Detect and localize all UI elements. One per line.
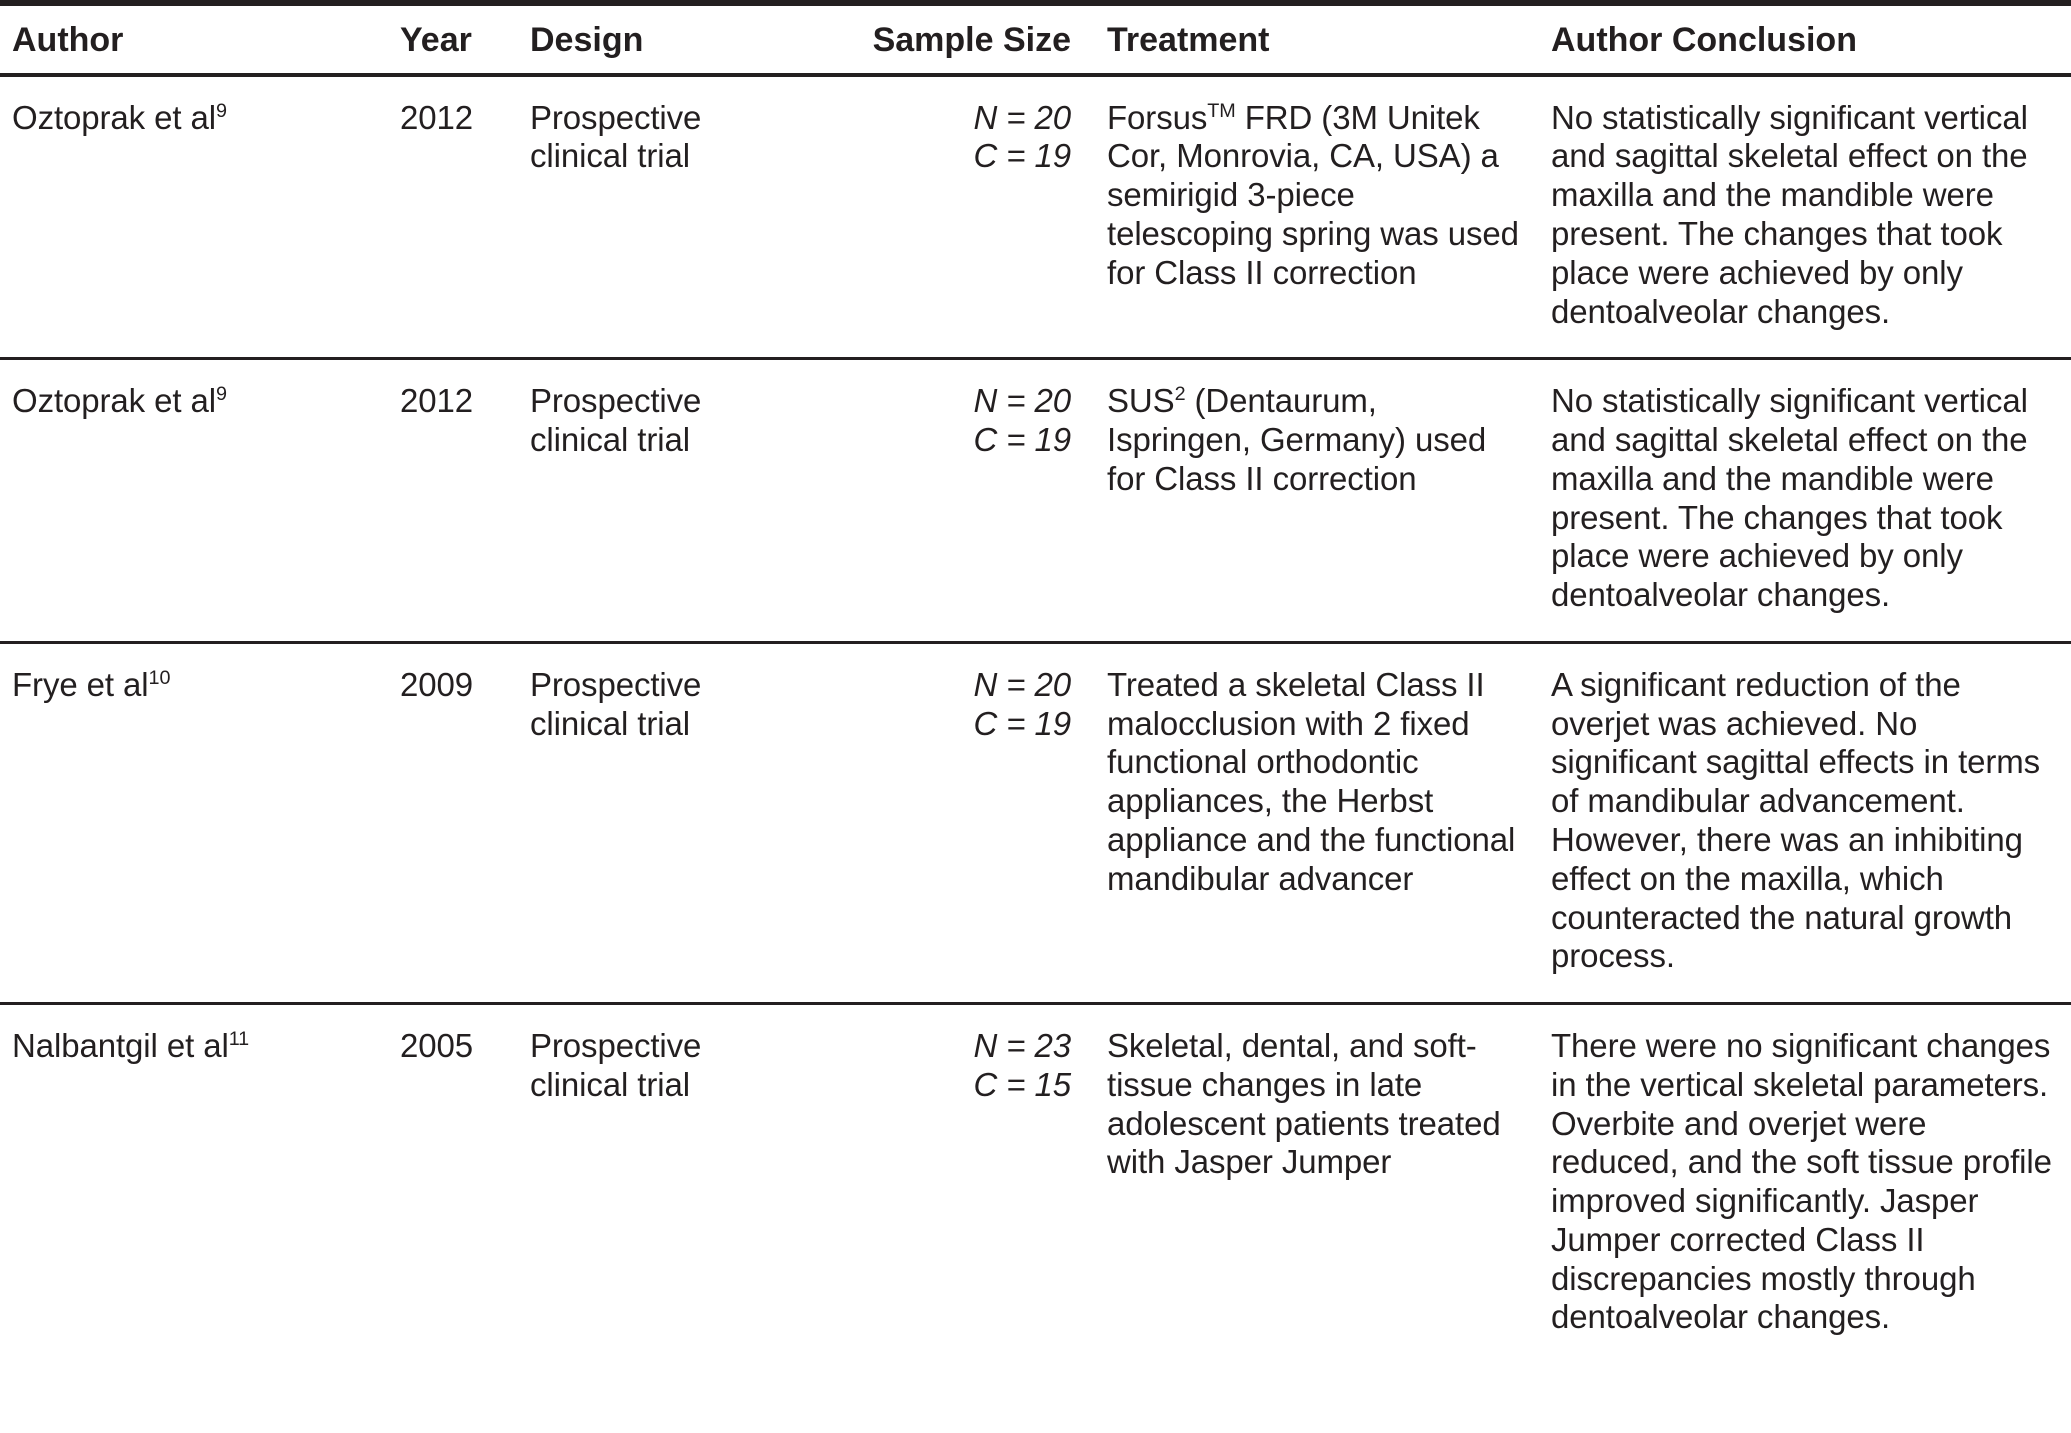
sample-size-c: C = 15: [973, 1065, 1071, 1103]
cell-design: Prospective clinical trial: [530, 359, 725, 643]
treatment-text-lead: SUS: [1107, 382, 1175, 420]
column-header-design: Design: [530, 3, 725, 75]
cell-year: 2012: [400, 359, 530, 643]
cell-design: Prospective clinical trial: [530, 75, 725, 359]
table-header: [0, 3, 2071, 75]
sample-size-c: C = 19: [973, 704, 1071, 742]
table-row: [0, 642, 2071, 1003]
column-header-sample-size: Sample Size: [725, 3, 1085, 75]
author-name: Frye et al: [12, 665, 149, 703]
cell-treatment: [1085, 75, 1525, 359]
cell-author: [0, 359, 400, 643]
column-header-year: Year: [400, 3, 530, 75]
author-name: Nalbantgil et al: [12, 1027, 229, 1065]
cell-design: Prospective clinical trial: [530, 642, 725, 1003]
cell-year: 2005: [400, 1027, 474, 1065]
cell-author-conclusion: No statistically significant vertical and sagittal skeletal effect on the maxilla and the mandible were present. The changes that took place were achieved by only dentoalveolar changes.: [1525, 75, 2071, 359]
column-header-author-conclusion: Author Conclusion: [1525, 3, 2071, 75]
cell-author-conclusion: No statistically significant vertical and sagittal skeletal effect on the maxilla and the mandible were present. The changes that took place were achieved by only dentoalveolar changes.: [1525, 359, 2071, 643]
author-name: Oztoprak et al: [12, 98, 217, 136]
author-reference-marker: 9: [216, 383, 227, 406]
treatment-text-rest: FRD (3M Unitek Cor, Monrovia, CA, USA) a semirigid 3-piece telescoping spring was used for Class II correction: [1107, 98, 1519, 291]
table-row: [0, 1004, 2071, 1346]
table-body: [0, 75, 2071, 1345]
cell-author: [0, 642, 400, 1003]
table-row: [0, 359, 2071, 643]
cell-year: 2009: [400, 642, 530, 1003]
sample-size-c: C = 19: [973, 137, 1071, 175]
table-header-row: [0, 3, 2071, 75]
cell-year: 2012: [400, 75, 530, 359]
cell-design: Prospective clinical trial: [530, 1027, 702, 1103]
cell-sample-size: [725, 1004, 1085, 1346]
author-name: Oztoprak et al: [12, 382, 217, 420]
treatment-text-lead: Skeletal, dental, and soft-tissue changes in late adolescent patients treated with Jasper Jumper: [1107, 1027, 1501, 1181]
table-row: [0, 75, 2071, 359]
cell-treatment: [1085, 359, 1525, 643]
sample-size-n: N = 20: [973, 382, 1071, 420]
cell-author-conclusion: There were no significant changes in the vertical skeletal parameters. Overbite and overjet were reduced, and the soft tissue profile improved significantly. Jasper Jumper corrected Class II discrepancies mostly through dentoalveolar changes.: [1551, 1027, 2052, 1336]
treatment-text-lead: Forsus: [1107, 98, 1208, 136]
treatment-text-rest: (Dentaurum, Ispringen, Germany) used for Class II correction: [1107, 382, 1487, 497]
cell-author: [0, 1004, 400, 1346]
cell-treatment: [1085, 642, 1525, 1003]
cell-treatment: [1085, 1004, 1525, 1346]
column-header-author: Author: [0, 3, 400, 75]
product-superscript: 2: [1174, 383, 1186, 406]
sample-size-c: C = 19: [973, 421, 1071, 459]
sample-size-n: N = 23: [973, 1027, 1071, 1065]
cell-author-conclusion: A significant reduction of the overjet was achieved. No significant sagittal effects in terms of mandibular advancement. However, there was an inhibiting effect on the maxilla, which counteracted the natural growth process.: [1525, 642, 2071, 1003]
author-reference-marker: 9: [216, 99, 227, 122]
sample-size-n: N = 20: [973, 98, 1071, 136]
cell-sample-size: [725, 359, 1085, 643]
trademark-superscript: TM: [1207, 99, 1236, 122]
cell-sample-size: [725, 75, 1085, 359]
author-reference-marker: 10: [148, 666, 171, 689]
cell-sample-size: [725, 642, 1085, 1003]
author-reference-marker: 11: [228, 1028, 250, 1051]
cell-author: [0, 75, 400, 359]
treatment-text-lead: Treated a skeletal Class II malocclusion with 2 fixed functional orthodontic appliances, the Herbst appliance and the functional mandibular advancer: [1107, 665, 1516, 897]
sample-size-n: N = 20: [973, 665, 1071, 703]
column-header-treatment: Treatment: [1085, 3, 1525, 75]
